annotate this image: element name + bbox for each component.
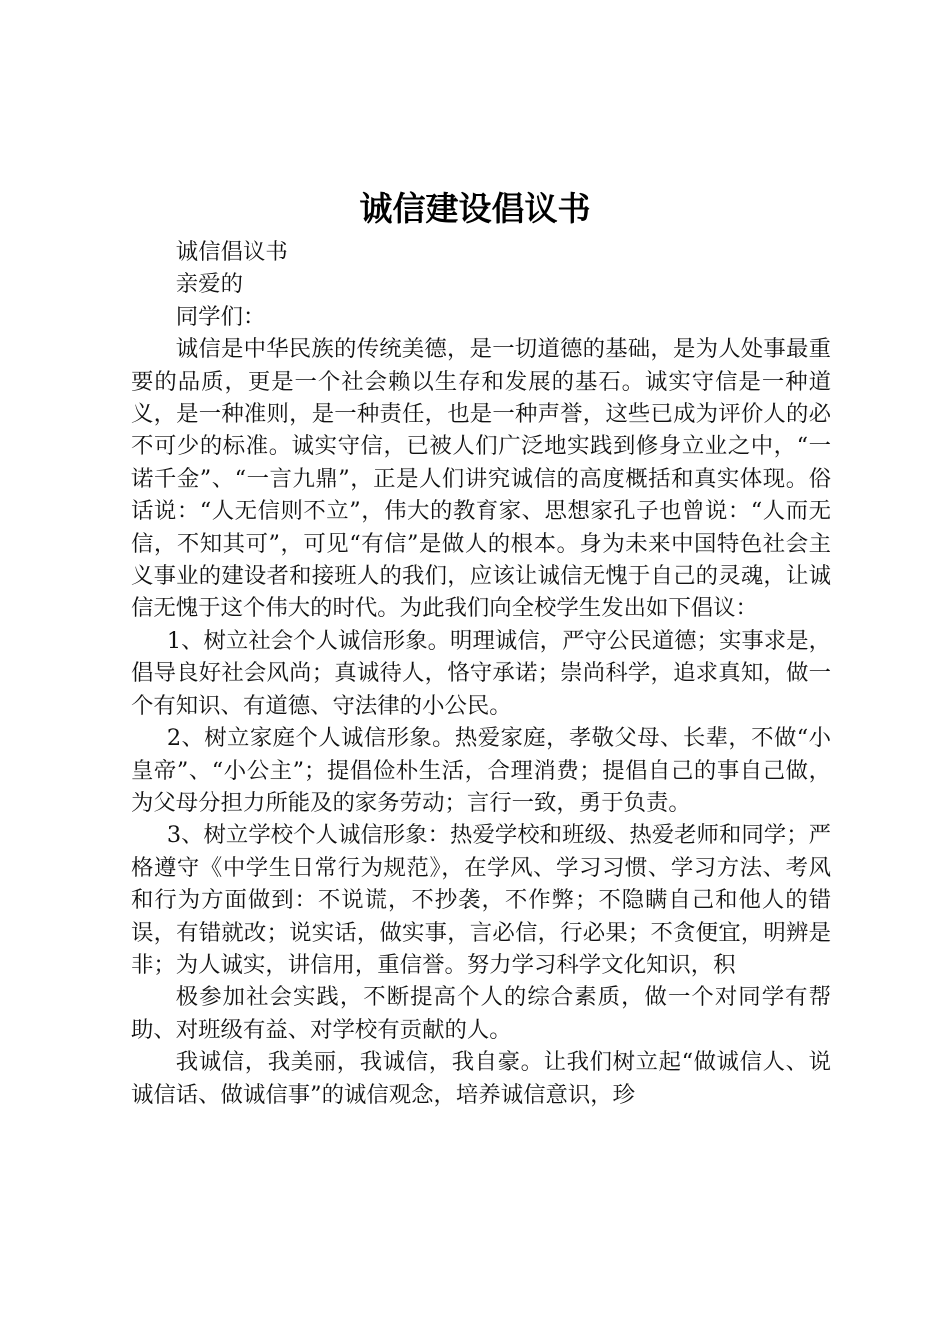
paragraph-proposal-3: 3、树立学校个人诚信形象：热爱学校和班级、热爱老师和同学；严格遵守《中学生日常行为规范》，在学风、学习习惯、学习方法、考风和行为方面做到：不说谎，不抄袭，不作弊；不隐瞒自己和他人的错误，有错就改；说实话，做实事，言必信，行必果；不贪便宜，明辨是非；为人诚实，讲信用，重信誉。努力学习科学文化知识，积 [131,822,831,978]
paragraph-continuation: 极参加社会实践，不断提高个人的综合素质，做一个对同学有帮助、对班级有益、对学校有贡献的人。 [131,984,831,1043]
paragraph-intro: 诚信是中华民族的传统美德，是一切道德的基础，是为人处事最重要的品质，更是一个社会赖以生存和发展的基石。诚实守信是一种道义，是一种准则，是一种责任，也是一种声誉，这些已成为评价人的必不可少的标准。诚实守信，已被人们广泛地实践到修身立业之中，“一诺千金”、“一言九鼎”，正是人们讲究诚信的高度概括和真实体现。俗话说：“人无信则不立”，伟大的教育家、思想家孔子也曾说：“人而无信，不知其可”，可见“有信”是做人的根本。身为未来中国特色社会主义事业的建设者和接班人的我们，应该让诚信无愧于自己的灵魂，让诚信无愧于这个伟大的时代。为此我们向全校学生发出如下倡议： [131,336,831,622]
paragraph-proposal-2: 2、树立家庭个人诚信形象。热爱家庭，孝敬父母、长辈，不做“小皇帝”、“小公主”；提倡俭朴生活，合理消费；提倡自己的事自己做，为父母分担力所能及的家务劳动；言行一致，勇于负责。 [131,725,831,816]
paragraph-heading: 诚信倡议书 [175,239,288,265]
paragraph-closing: 我诚信，我美丽，我诚信，我自豪。让我们树立起“做诚信人、说诚信话、做诚信事”的诚信观念，培养诚信意识，珍 [131,1049,831,1108]
paragraph-proposal-1: 1、树立社会个人诚信形象。明理诚信，严守公民道德；实事求是，倡导良好社会风尚；真诚待人，恪守承诺；崇尚科学，追求真知，做一个有知识、有道德、守法律的小公民。 [131,627,831,719]
document-title: 诚信建设倡议书 [359,189,591,228]
paragraph-salutation-2: 同学们： [175,303,266,330]
document-body [131,236,831,1111]
paragraph-salutation-1: 亲爱的 [175,271,243,298]
